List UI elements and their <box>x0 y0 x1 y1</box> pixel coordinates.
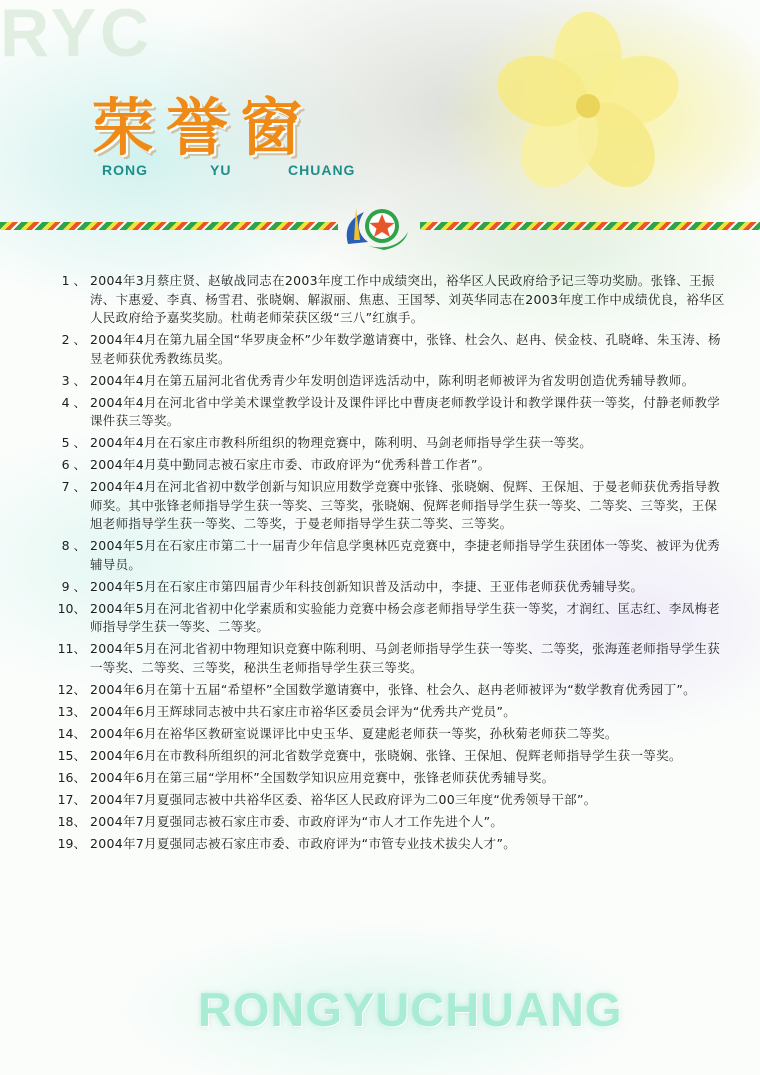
item-number: 18、 <box>57 813 86 829</box>
list-item <box>46 272 726 328</box>
item-text: 2004年6月在市教科所组织的河北省数学竞赛中，张晓娴、张锋、王保旭、倪辉老师指导学生获一等奖。 <box>90 747 682 763</box>
list-item <box>46 600 726 637</box>
list-item <box>46 456 726 475</box>
item-number: 6 、 <box>61 457 86 472</box>
decorative-stripe-left <box>0 222 338 230</box>
list-item <box>46 372 726 391</box>
list-item <box>46 434 726 453</box>
subtitle-word-yu: YU <box>210 162 232 178</box>
item-text: 2004年7月夏强同志被石家庄市委、市政府评为“市管专业技术拔尖人才”。 <box>90 835 517 851</box>
list-item <box>46 791 726 810</box>
item-number: 10、 <box>57 600 86 616</box>
item-number: 19、 <box>57 835 86 851</box>
item-number: 9 、 <box>61 578 86 594</box>
subtitle-word-rong: RONG <box>102 162 148 178</box>
item-text: 2004年4月在第五届河北省优秀青少年发明创造评选活动中，陈利明老师被评为省发明创造优秀辅导教师。 <box>90 372 695 388</box>
list-item <box>46 331 726 368</box>
item-number: 7 、 <box>61 479 86 494</box>
item-number: 11、 <box>57 641 86 656</box>
header-watermark: RYC <box>0 0 154 71</box>
item-number: 17、 <box>57 791 86 807</box>
item-text: 2004年7月夏强同志被石家庄市委、市政府评为“市人才工作先进个人”。 <box>90 813 504 829</box>
item-number: 5 、 <box>61 435 86 450</box>
item-text: 2004年7月夏强同志被中共裕华区委、裕华区人民政府评为二00三年度“优秀领导干部”。 <box>90 791 597 807</box>
list-item <box>46 537 726 574</box>
title-romanization <box>102 162 382 180</box>
item-text: 2004年4月在河北省初中数学创新与知识应用数学竞赛中张锋、张晓娴、倪辉、王保旭、于曼老师获优秀指导教师奖。其中张锋老师指导学生获一等奖、三等奖，张晓娴、倪辉老师指导学生获一等奖、二等奖、三等奖，王保旭老师指导学生获一等奖、二等奖，于曼老师指导学生获二等奖、三等奖。 <box>90 479 721 531</box>
item-text: 2004年4月在河北省中学美术课堂教学设计及课件评比中曹庚老师教学设计和教学课件获一等奖，付静老师教学课件获三等奖。 <box>90 394 721 428</box>
item-text: 2004年5月在河北省初中化学素质和实验能力竞赛中杨会彦老师指导学生获一等奖，才润红、匡志红、李凤梅老师指导学生获一等奖、二等奖。 <box>90 600 721 634</box>
item-number: 13、 <box>57 703 86 719</box>
item-number: 16、 <box>57 769 86 785</box>
item-text: 2004年6月在第十五届“希望杯”全国数学邀请赛中，张锋、杜会久、赵冉老师被评为“数学教育优秀园丁”。 <box>90 681 696 697</box>
item-number: 4 、 <box>61 394 86 410</box>
item-number: 12、 <box>57 681 86 697</box>
list-item <box>46 747 726 766</box>
item-number: 2 、 <box>61 332 86 347</box>
item-text: 2004年5月在石家庄市第二十一届青少年信息学奥林匹克竞赛中，李捷老师指导学生获团体一等奖、被评为优秀辅导员。 <box>90 538 721 572</box>
item-number: 1 、 <box>61 273 86 288</box>
item-text: 2004年6月王辉球同志被中共石家庄市裕华区委员会评为“优秀共产党员”。 <box>90 703 517 719</box>
star-emblem-icon <box>338 200 420 252</box>
list-item <box>46 725 726 744</box>
subtitle-word-chuang: CHUANG <box>288 162 356 178</box>
item-text: 2004年6月在裕华区教研室说课评比中史玉华、夏建彪老师获一等奖，孙秋菊老师获二等奖。 <box>90 725 618 741</box>
page-title: 荣誉窗 <box>92 91 315 164</box>
list-item <box>46 703 726 722</box>
item-number: 8 、 <box>61 538 86 553</box>
list-item <box>46 681 726 700</box>
list-item <box>46 835 726 854</box>
item-text: 2004年4月莫中勤同志被石家庄市委、市政府评为“优秀科普工作者”。 <box>90 457 491 472</box>
item-number: 3 、 <box>61 372 86 388</box>
list-item <box>46 769 726 788</box>
footer-watermark: RONGYUCHUANG <box>198 983 623 1036</box>
flower-decoration <box>470 10 690 230</box>
list-item <box>46 813 726 832</box>
item-text: 2004年4月在第九届全国“华罗庚金杯”少年数学邀请赛中，张锋、杜会久、赵冉、侯金枝、孔晓峰、朱玉涛、杨昱老师获优秀教练员奖。 <box>90 332 721 366</box>
item-text: 2004年6月在第三届“学用杯”全国数学知识应用竞赛中，张锋老师获优秀辅导奖。 <box>90 769 555 785</box>
item-text: 2004年5月在石家庄市第四届青少年科技创新知识普及活动中，李捷、王亚伟老师获优秀辅导奖。 <box>90 578 644 594</box>
item-text: 2004年4月在石家庄市教科所组织的物理竞赛中，陈利明、马剑老师指导学生获一等奖。 <box>90 435 593 450</box>
list-item <box>46 394 726 431</box>
item-text: 2004年3月蔡庄贤、赵敏战同志在2003年度工作中成绩突出，裕华区人民政府给予记三等功奖励。张锋、王振涛、卞惠爱、李真、杨雪君、张晓娴、解淑丽、焦惠、王国琴、刘英华同志在2003年度工作中成绩优良，裕华区人民政府给予嘉奖奖励。杜萌老师荣获区级“三八”红旗手。 <box>90 273 725 325</box>
honor-list <box>46 272 726 857</box>
list-item <box>46 478 726 534</box>
list-item <box>46 640 726 677</box>
item-number: 14、 <box>57 725 86 741</box>
decorative-stripe-right <box>420 222 760 230</box>
list-item <box>46 578 726 597</box>
item-text: 2004年5月在河北省初中物理知识竞赛中陈利明、马剑老师指导学生获一等奖、二等奖，张海莲老师指导学生获一等奖、二等奖、三等奖，秘洪生老师指导学生获三等奖。 <box>90 641 721 675</box>
item-number: 15、 <box>57 747 86 763</box>
